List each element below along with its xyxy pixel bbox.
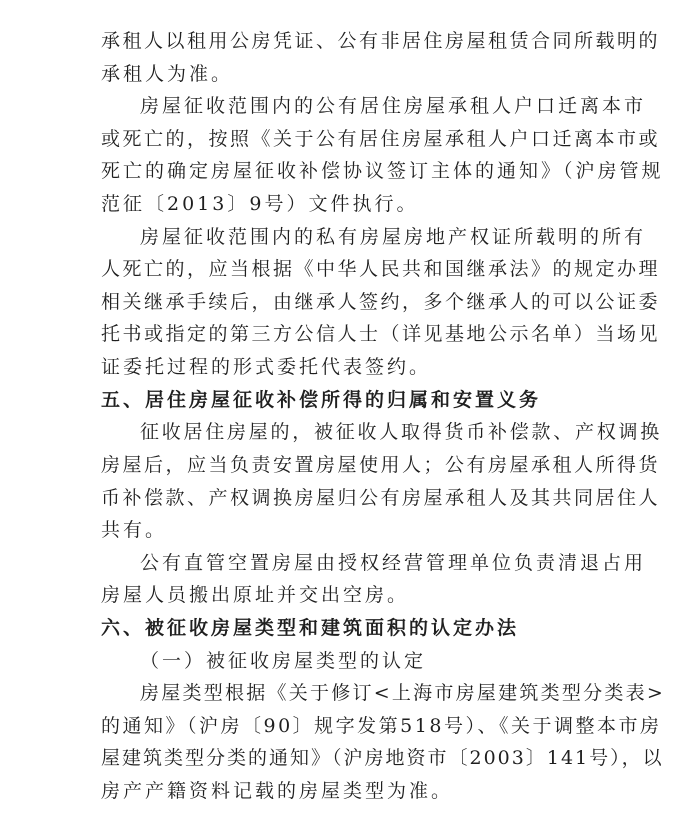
section-heading: 五、居住房屋征收补偿所得的归属和安置义务 (101, 388, 542, 411)
text-line: 共有。 (101, 519, 168, 542)
text-line: 范征〔2013〕9号）文件执行。 (101, 193, 419, 216)
text-line: 相关继承手续后，由继承人签约，多个继承人的可以公证委 (101, 290, 661, 313)
text-line: 人死亡的，应当根据《中华人民共和国继承法》的规定办理 (101, 258, 661, 281)
text-line: 币补偿款、产权调换房屋归公有房屋承租人及其共同居住人 (101, 486, 661, 509)
text-line: 承租人以租用公房凭证、公有非居住房屋租赁合同所载明的 (101, 30, 661, 52)
text-line: 屋建筑类型分类的通知》（沪房地资市〔2003〕141号），以 (101, 747, 664, 770)
text-line: 或死亡的，按照《关于公有居住房屋承租人户口迁离本市或 (101, 127, 661, 150)
text-line: 公有直管空置房屋由授权经营管理单位负责清退占用 (140, 551, 647, 574)
text-line: 承租人为准。 (101, 62, 234, 85)
text-line: 房屋征收范围内的私有房屋房地产权证所载明的所有 (140, 225, 647, 248)
text-line: 征收居住房屋的，被征收人取得货币补偿款、产权调换 (140, 421, 663, 444)
subsection-heading: （一）被征收房屋类型的认定 (140, 649, 427, 672)
text-line: 房屋征收范围内的公有居住房屋承租人户口迁离本市 (140, 95, 647, 118)
text-line: 房屋类型根据《关于修订<上海市房屋建筑类型分类表> (140, 682, 666, 705)
text-line: 房屋人员搬出原址并交出空房。 (101, 584, 410, 607)
text-line: 证委托过程的形式委托代表签约。 (101, 356, 432, 379)
text-line: 死亡的确定房屋征收补偿协议签订主体的通知》（沪房管规 (101, 160, 664, 183)
text-line: 房屋后，应当负责安置房屋使用人；公有房屋承租人所得货 (101, 453, 661, 476)
section-heading: 六、被征收房屋类型和建筑面积的认定办法 (101, 616, 520, 639)
text-line: 托书或指定的第三方公信人士（详见基地公示名单）当场见 (101, 323, 661, 346)
text-line: 的通知》（沪房〔90〕规字发第518号）、《关于调整本市房 (101, 714, 662, 737)
text-line: 房产产籍资料记载的房屋类型为准。 (101, 780, 454, 802)
